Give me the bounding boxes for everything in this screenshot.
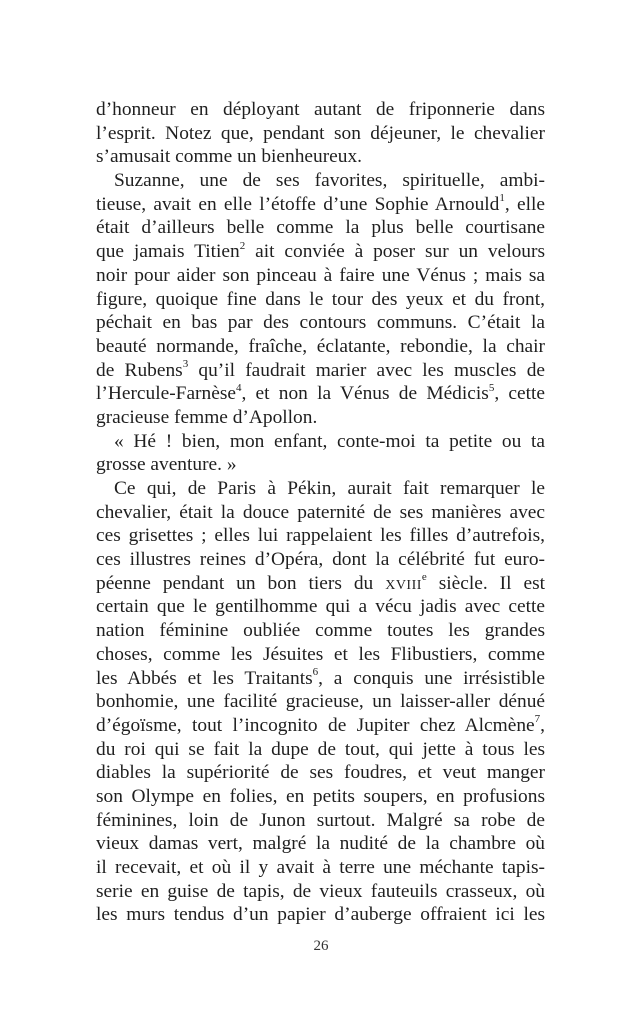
text-line: chevalier, était la douce paternité de ses manières avec	[96, 501, 545, 523]
text-line: « Hé ! bien, mon enfant, conte-moi ta petite ou ta	[114, 430, 545, 452]
text-line: de Rubens$^3$ qu’il faudrait marier avec les muscles de	[96, 358, 545, 381]
body-text	[96, 98, 545, 927]
text-line: bonhomie, une facilité gracieuse, un laisser-aller dénué	[96, 691, 545, 713]
text-line: s’amusait comme un bienheureux.	[96, 146, 363, 168]
text-line: son Olympe en folies, en petits soupers, en profusions	[96, 785, 545, 807]
text-line: certain que le gentilhomme qui a vécu jadis avec cette	[96, 596, 545, 618]
text-line: serie en guise de tapis, de vieux fauteuils crasseux, où	[96, 880, 545, 902]
ordinal-suffix: e	[421, 571, 427, 584]
text-line: ces illustres reines d’Opéra, dont la célébrité fut euro-	[96, 549, 545, 571]
text-line: les Abbés et les Traitants$^6$, a conquis une irrésistible	[96, 666, 545, 689]
text-line: d’honneur en déployant autant de friponnerie dans	[96, 99, 545, 120]
text-line: gracieuse femme d’Apollon.	[96, 406, 318, 428]
footnote-marker: 6	[312, 666, 319, 679]
text-line: d’égoïsme, tout l’incognito de Jupiter chez Alcmène$^7$,	[96, 713, 545, 736]
text-line: que jamais Titien$^2$ ait conviée à poser sur un velours	[96, 239, 545, 263]
text-line: du roi qui se fait la dupe de tout, qui jette à tous les	[96, 738, 545, 760]
text-line: était d’ailleurs belle comme la plus belle courtisane	[96, 217, 545, 239]
text-line: tieuse, avait en elle l’étoffe d’une Sophie Arnould$^1$, elle	[96, 192, 546, 215]
text-line: péenne pendant un bon tiers du xviii$^e$ siècle. Il est	[96, 571, 546, 594]
text-line: choses, comme les Jésuites et les Flibustiers, comme	[96, 643, 545, 665]
text-line: l’Hercule-Farnèse$^4$, et non la Vénus de Médicis$^5$, cette	[96, 381, 545, 405]
text-line: beauté normande, fraîche, éclatante, rebondie, la chair	[96, 335, 545, 357]
text-line: nation féminine oubliée comme toutes les grandes	[96, 620, 545, 642]
footnote-marker: 7	[534, 713, 541, 726]
footnote-marker: 5	[488, 381, 495, 394]
footnote-marker: 3	[182, 358, 189, 371]
text-line: les murs tendus d’un papier d’auberge offraient ici les	[96, 904, 545, 926]
text-line: ces grisettes ; elles lui rappelaient les filles d’autrefois,	[96, 525, 545, 547]
footnote-marker: 2	[239, 239, 246, 252]
footnote-marker: 1	[499, 192, 505, 205]
text-line: grosse aventure. »	[96, 454, 237, 476]
text-line: Ce qui, de Paris à Pékin, aurait fait remarquer le	[114, 478, 545, 499]
century-numeral: xviii	[385, 572, 422, 594]
text-line: il recevait, et où il y avait à terre une méchante tapis-	[96, 857, 545, 878]
text-line: figure, quoique fine dans le tour des yeux et du front,	[96, 288, 545, 310]
footnote-marker: 4	[235, 381, 242, 394]
text-line: l’esprit. Notez que, pendant son déjeuner, le chevalier	[96, 122, 545, 144]
text-line: féminines, loin de Junon surtout. Malgré sa robe de	[96, 809, 545, 831]
page-number: 26	[313, 938, 329, 954]
text-line: péchait en bas par des contours communs. C’était la	[96, 312, 545, 334]
text-line: diables la supériorité de ses foudres, et veut manger	[96, 762, 545, 784]
text-line: noir pour aider son pinceau à faire une Vénus ; mais sa	[96, 264, 545, 286]
text-line: Suzanne, une de ses favorites, spirituelle, ambi-	[114, 170, 545, 192]
text-line: vieux damas vert, malgré la nudité de la chambre où	[96, 833, 545, 855]
